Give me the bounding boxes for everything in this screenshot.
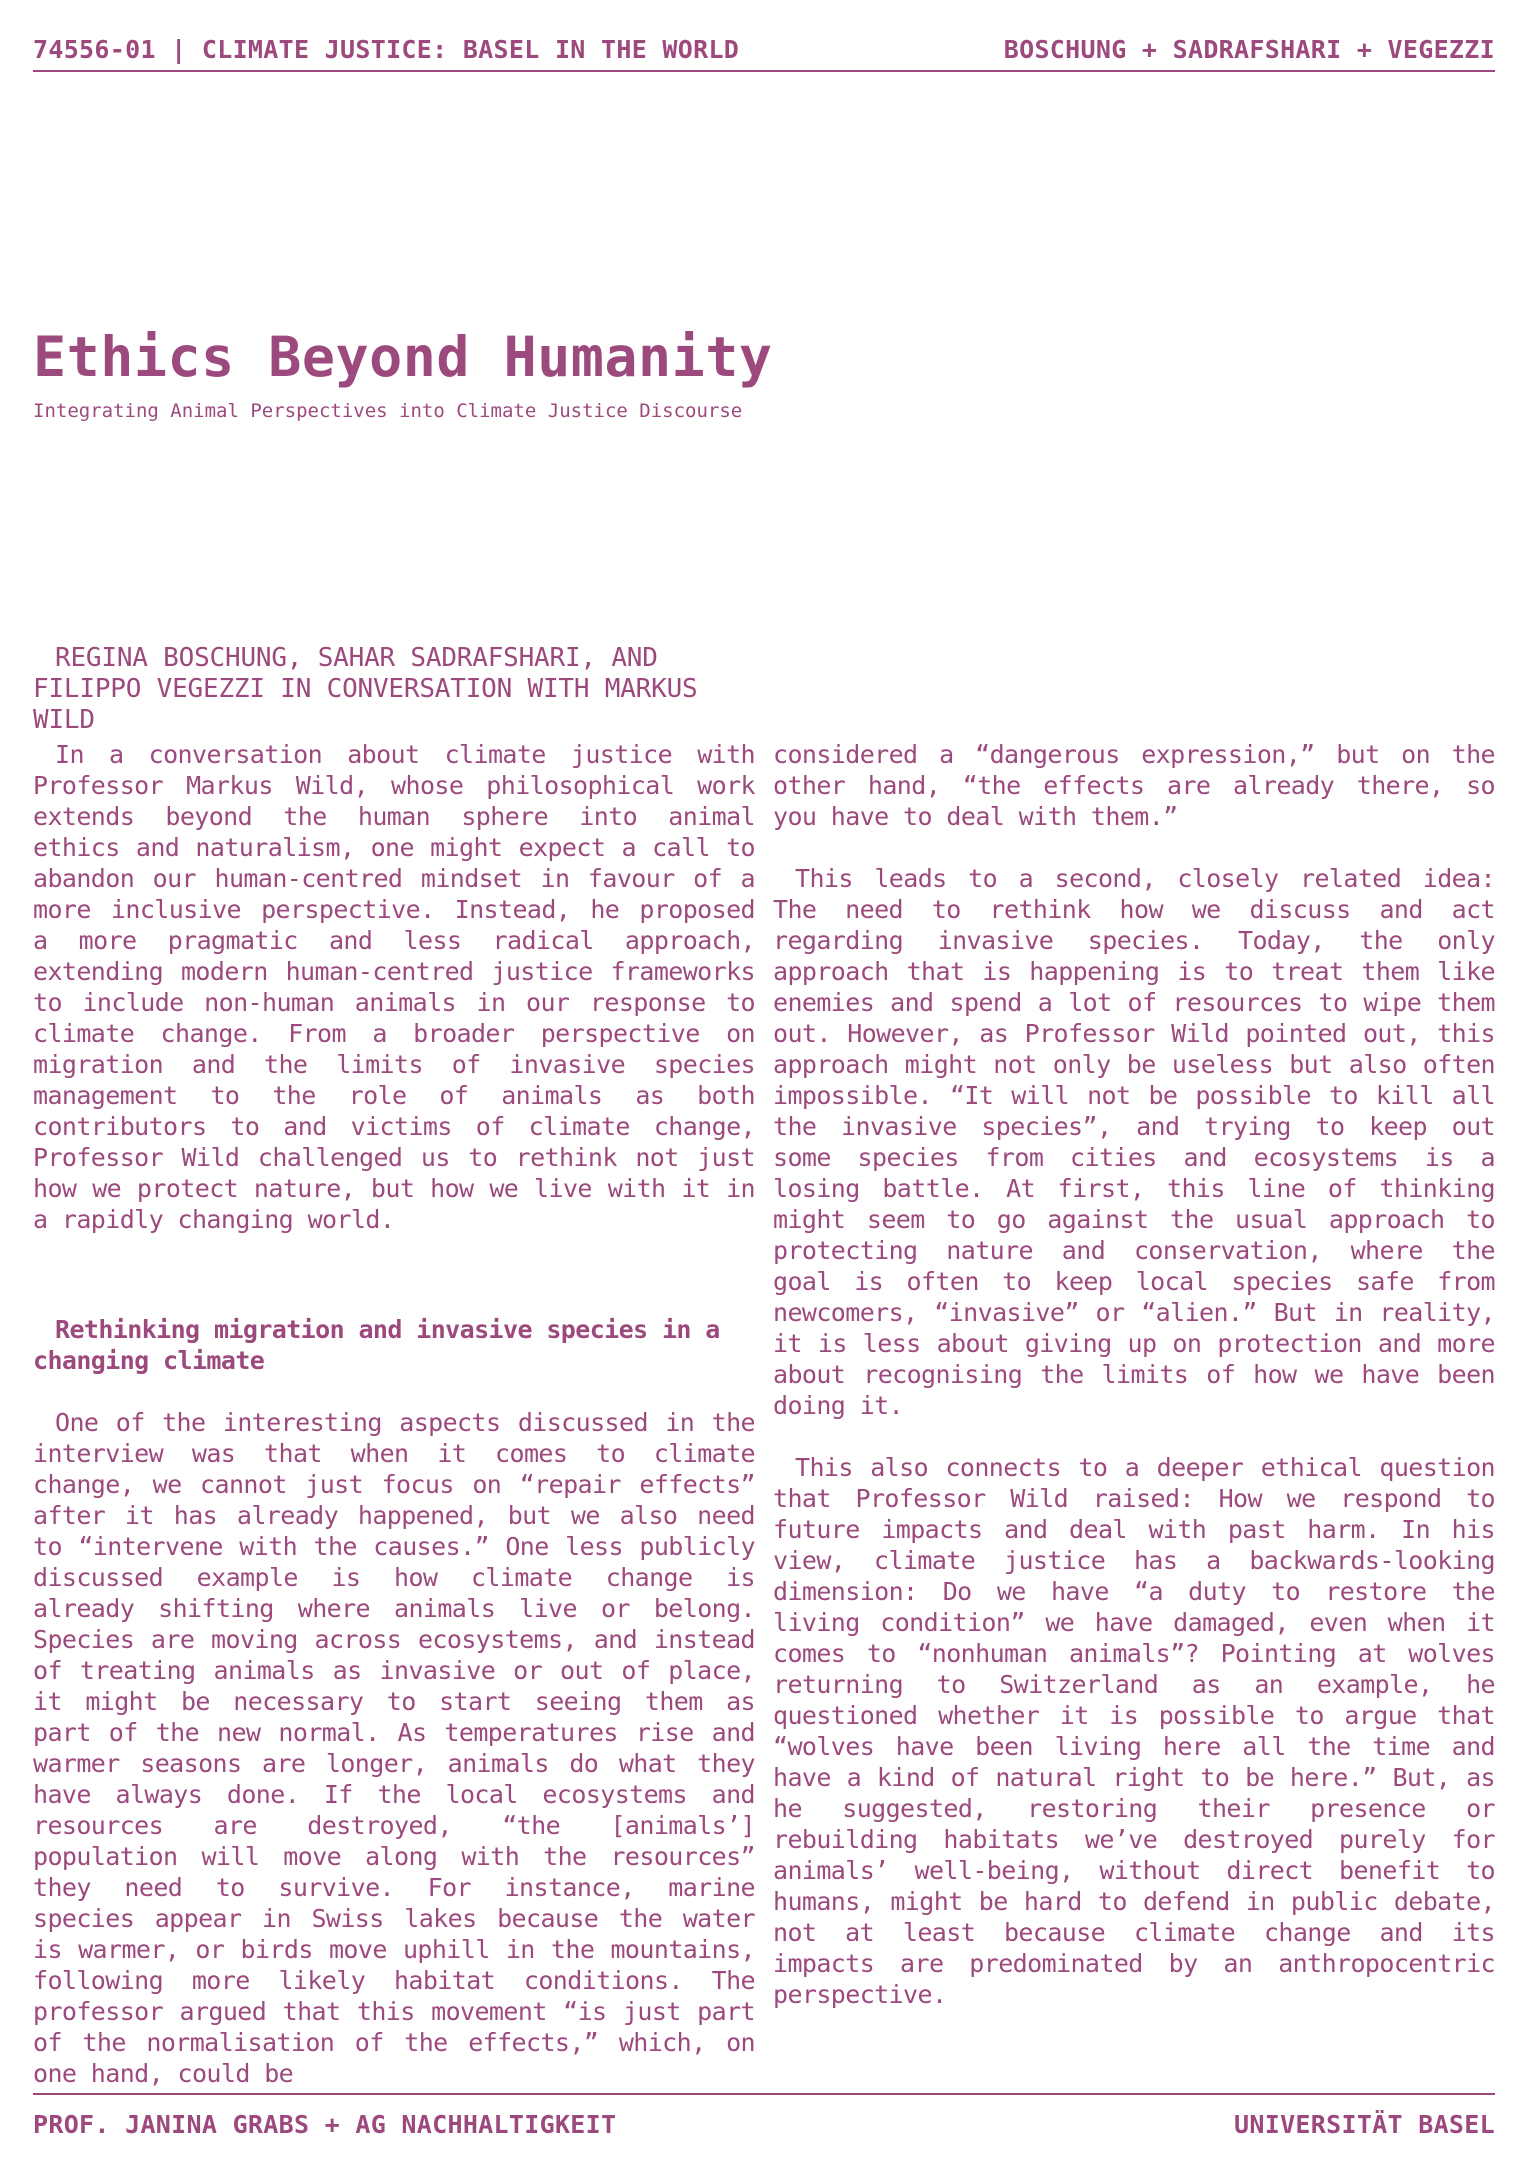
right-column [773, 739, 1495, 2041]
section-spacer [33, 1266, 755, 1314]
body-paragraph-1-continued: considered a “dangerous expression,” but on the other hand, “the effects are already there, so you have to deal with them.” [773, 740, 1495, 831]
footer-rule [33, 2093, 1495, 2095]
authors-label: BOSCHUNG + SADRAFSHARI + VEGEZZI [1003, 35, 1495, 64]
article-subtitle: Integrating Animal Perspectives into Climate Justice Discourse [33, 400, 743, 422]
body-paragraph-2: This leads to a second, closely related idea: The need to rethink how we discuss and act regarding invasive species. Today, the only approach that is happening is to treat them like enemies and spend a lot of resources to wipe them out. However, as Professor Wild pointed out, this approach might not only be useless but also often impossible. “It will not be possible to kill all the invasive species”, and trying to keep out some species from cities and ecosystems is a losing battle. At first, this line of thinking might seem to go against the usual approach to protecting nature and conservation, where the goal is often to keep local species safe from newcomers, “invasive” or “alien.” But in reality, it is less about giving up on protection and more about recognising the limits of how we have been doing it. [773, 864, 1495, 1420]
article-title: Ethics Beyond Humanity [33, 325, 773, 389]
body-paragraph-1: One of the interesting aspects discussed in the interview was that when it comes to climate change, we cannot just focus on “repair effects” after it has already happened, but we also need to “intervene with the causes.” One less publicly discussed example is how climate change is already shifting where animals live or belong. Species are moving across ecosystems, and instead of treating animals as invasive or out of place, it might be necessary to start seeing them as part of the new normal. As temperatures rise and warmer seasons are longer, animals do what they have always done. If the local ecosystems and resources are destroyed, “the [animals’] population will move along with the resources” they need to survive. For instance, marine species appear in Swiss lakes because the water is warmer, or birds move uphill in the mountains, following more likely habitat conditions. The professor argued that this movement “is just part of the normalisation of the effects,” which, on one hand, could be [33, 1408, 755, 2088]
header-rule [33, 70, 1495, 72]
professor-label: PROF. JANINA GRABS + AG NACHHALTIGKEIT [33, 2110, 617, 2139]
course-label: 74556-01 | CLIMATE JUSTICE: BASEL IN THE WORLD [33, 35, 740, 64]
page-header [33, 35, 1495, 64]
university-label: UNIVERSITÄT BASEL [1234, 2110, 1495, 2139]
body-paragraph-3: This also connects to a deeper ethical question that Professor Wild raised: How we respond to future impacts and deal with past harm. In his view, climate justice has a backwards-looking dimension: Do we have “a duty to restore the living condition” we have damaged, even when it comes to “nonhuman animals”? Pointing at wolves returning to Switzerland as an example, he questioned whether it is possible to argue that “wolves have been living here all the time and have a kind of natural right to be here.” But, as he suggested, restoring their presence or rebuilding habitats we’ve destroyed purely for animals’ well-being, without direct benefit to humans, might be hard to defend in public debate, not at least because climate change and its impacts are predominated by an anthropocentric perspective. [773, 1453, 1495, 2009]
left-column [33, 739, 755, 2120]
page-footer [33, 2110, 1495, 2139]
intro-paragraph: In a conversation about climate justice with Professor Markus Wild, whose philosophical work extends beyond the human sphere into animal ethics and naturalism, one might expect a call to abandon our human-centred mindset in favour of a more inclusive perspective. Instead, he proposed a more pragmatic and less radical approach, extending modern human-centred justice frameworks to include non-human animals in our response to climate change. From a broader perspective on migration and the limits of invasive species management to the role of animals as both contributors to and victims of climate change, Professor Wild challenged us to rethink not just how we protect nature, but how we live with it in a rapidly changing world. [33, 740, 755, 1234]
section-heading: Rethinking migration and invasive species in a changing climate [33, 1315, 720, 1375]
article-byline: REGINA BOSCHUNG, SAHAR SADRAFSHARI, AND FILIPPO VEGEZZI IN CONVERSATION WITH MARKUS WILD [33, 643, 698, 735]
